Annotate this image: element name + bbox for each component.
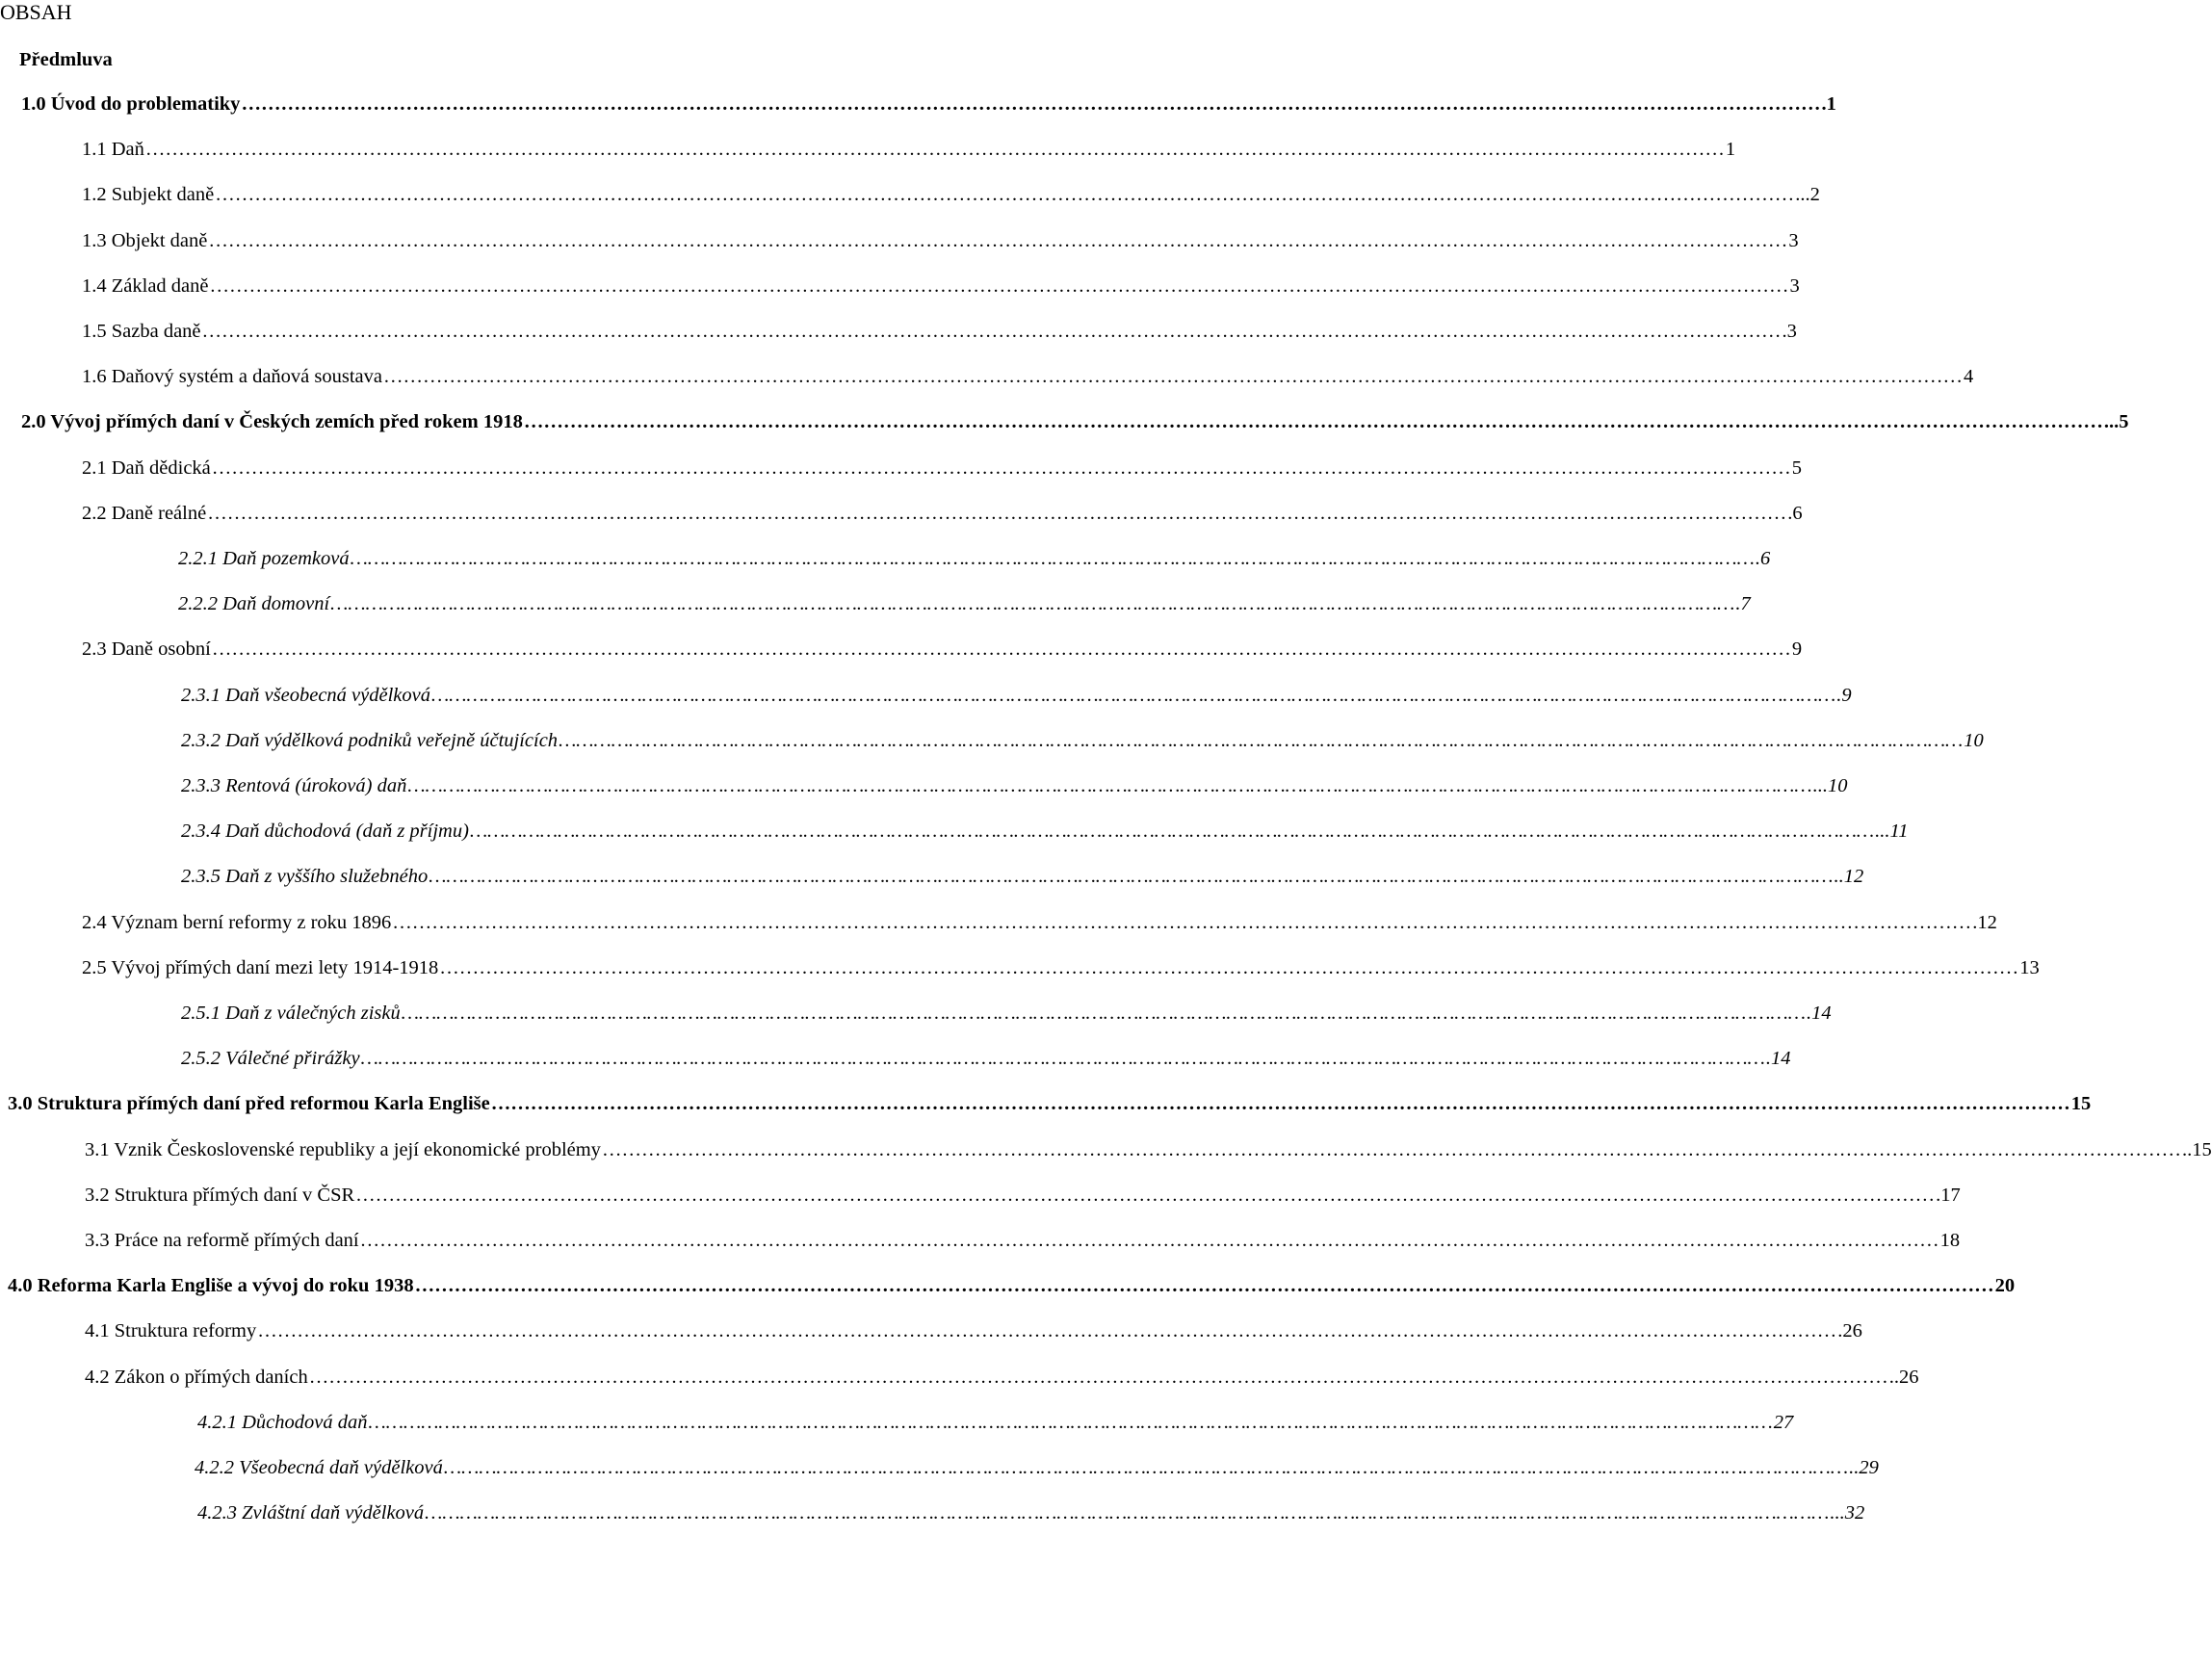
toc-entry-title: 2.1 Daň dědická bbox=[82, 457, 211, 479]
toc-entry bbox=[82, 273, 1800, 300]
toc-entry bbox=[82, 318, 1797, 345]
toc-entry bbox=[181, 1045, 1791, 1072]
toc-entry bbox=[8, 1090, 2092, 1117]
toc-entry-page: .26 bbox=[1837, 1320, 1862, 1341]
toc-entry-title: 2.3.1 Daň všeobecná výdělková bbox=[181, 685, 430, 706]
toc-entry bbox=[82, 500, 1803, 527]
toc-dot-leader: …………………………………………………………………………………………………………………………………………………………………………………………………………………… bbox=[414, 1275, 1994, 1296]
toc-entry-page: .9 bbox=[1836, 685, 1852, 706]
toc-dot-leader: …………………………………………………………………………………………………………………………………………………………………………………………………………………… bbox=[241, 93, 1821, 115]
toc-dot-leader: …………………………………………………………………………………………………………………………………………………………………………………………………………………… bbox=[443, 1457, 1849, 1478]
toc-entry-title: 1.4 Základ daně bbox=[82, 275, 209, 297]
toc-entry-title: 1.3 Objekt daně bbox=[82, 230, 208, 251]
toc-dot-leader: …………………………………………………………………………………………………………………………………………………………………………………………………………………… bbox=[355, 1185, 1936, 1206]
toc-dot-leader: …………………………………………………………………………………………………………………………………………………………………………………………………………………… bbox=[208, 230, 1788, 251]
toc-entry-title: 3.2 Struktura přímých daní v ČSR bbox=[85, 1185, 355, 1206]
toc-entry bbox=[82, 455, 1803, 482]
toc-entry-title: 2.2 Daně reálné bbox=[82, 503, 207, 524]
toc-entry-page: .17 bbox=[1936, 1185, 1961, 1206]
toc-entry bbox=[178, 545, 1771, 572]
toc-dot-leader: …………………………………………………………………………………………………………………………………………………………………………………………………………………… bbox=[359, 1230, 1939, 1251]
toc-dot-leader: …………………………………………………………………………………………………………………………………………………………………………………………………………………… bbox=[490, 1093, 2070, 1114]
toc-entry-page: ...5 bbox=[2103, 411, 2129, 432]
toc-entry-title: 2.3.5 Daň z vyššího služebného bbox=[181, 866, 429, 887]
toc-dot-leader: …………………………………………………………………………………………………………………………………………………………………………………………………………………… bbox=[469, 820, 1875, 842]
toc-dot-leader: …………………………………………………………………………………………………………………………………………………………………………………………………………………… bbox=[144, 139, 1725, 160]
toc-dot-leader: …………………………………………………………………………………………………………………………………………………………………………………………………………………… bbox=[257, 1320, 1837, 1341]
toc-entry-title: 2.5.1 Daň z válečných zisků bbox=[181, 1003, 401, 1024]
toc-entry-title: 2.3.3 Rentová (úroková) daň bbox=[181, 775, 407, 796]
toc-dot-leader: …………………………………………………………………………………………………………………………………………………………………………………………………………………… bbox=[360, 1048, 1765, 1069]
toc-entry bbox=[82, 909, 1997, 936]
toc-dot-leader: …………………………………………………………………………………………………………………………………………………………………………………………………………………… bbox=[211, 638, 1791, 660]
toc-dot-leader: …………………………………………………………………………………………………………………………………………………………………………………………………………………… bbox=[201, 321, 1782, 342]
toc-entry bbox=[195, 1454, 1879, 1481]
toc-entry-page: .7 bbox=[1735, 593, 1751, 614]
toc-entry-title: 2.5.2 Válečné přirážky bbox=[181, 1048, 360, 1069]
toc-entry-title: 4.1 Struktura reformy bbox=[85, 1320, 257, 1341]
toc-dot-leader: …………………………………………………………………………………………………………………………………………………………………………………………………………………… bbox=[559, 730, 1964, 751]
toc-entry bbox=[85, 1227, 1961, 1254]
toc-entry bbox=[8, 1272, 2016, 1299]
toc-entry bbox=[181, 1000, 1832, 1027]
toc-entry bbox=[85, 1182, 1961, 1209]
toc-dot-leader: …………………………………………………………………………………………………………………………………………………………………………………………………………………… bbox=[207, 503, 1787, 524]
toc-dot-leader: …………………………………………………………………………………………………………………………………………………………………………………………………………………… bbox=[308, 1367, 1888, 1388]
toc-entry-title: 1.0 Úvod do problematiky bbox=[21, 93, 241, 115]
toc-entry-title: 2.3.4 Daň důchodová (daň z příjmu) bbox=[181, 820, 469, 842]
toc-entry bbox=[82, 363, 1974, 390]
toc-entry-page: .6 bbox=[1755, 548, 1771, 569]
toc-dot-leader: …………………………………………………………………………………………………………………………………………………………………………………………………………………… bbox=[401, 1003, 1806, 1024]
toc-dot-leader: …………………………………………………………………………………………………………………………………………………………………………………………………………………… bbox=[425, 1502, 1830, 1524]
toc-entry-page: .1 bbox=[1821, 93, 1836, 115]
toc-entry-page: 20 bbox=[1994, 1275, 2016, 1296]
toc-entry-page: 15 bbox=[2070, 1093, 2092, 1114]
toc-dot-leader: …………………………………………………………………………………………………………………………………………………………………………………………………………………… bbox=[383, 366, 1963, 387]
toc-entry-title: 4.2.1 Důchodová daň bbox=[197, 1412, 368, 1433]
toc-dot-leader: …………………………………………………………………………………………………………………………………………………………………………………………………………………… bbox=[392, 912, 1972, 933]
toc-heading: OBSAH bbox=[0, 0, 72, 24]
toc-entry bbox=[181, 727, 1984, 754]
toc-entry-title: 2.3 Daně osobní bbox=[82, 638, 211, 660]
toc-entry-page: 27 bbox=[1773, 1412, 1794, 1433]
toc-entry-title: 3.1 Vznik Československé republiky a její ekonomické problémy bbox=[85, 1139, 601, 1160]
toc-entry bbox=[181, 818, 1909, 845]
toc-entry-title: 3.0 Struktura přímých daní před reformou Karla Engliše bbox=[8, 1093, 490, 1114]
toc-entry bbox=[197, 1409, 1794, 1436]
toc-dot-leader: …………………………………………………………………………………………………………………………………………………………………………………………………………………… bbox=[368, 1412, 1773, 1433]
toc-entry-title: 1.2 Subjekt daně bbox=[82, 184, 215, 205]
toc-entry-page: .14 bbox=[1765, 1048, 1791, 1069]
toc-dot-leader: …………………………………………………………………………………………………………………………………………………………………………………………………………………… bbox=[330, 593, 1735, 614]
toc-entry-page: .12 bbox=[1972, 912, 1997, 933]
toc-entry-page: .14 bbox=[1806, 1003, 1832, 1024]
toc-entry bbox=[82, 227, 1799, 254]
toc-entry-page: 3 bbox=[1789, 275, 1800, 297]
toc-entry-page: 1 bbox=[1725, 139, 1736, 160]
toc-entry bbox=[181, 772, 1848, 799]
toc-entry-title: 2.3.2 Daň výdělková podniků veřejně účtujících bbox=[181, 730, 559, 751]
toc-entry-title: 4.2 Zákon o přímých daních bbox=[85, 1367, 308, 1388]
toc-dot-leader: …………………………………………………………………………………………………………………………………………………………………………………………………………………… bbox=[350, 548, 1755, 569]
toc-dot-leader: …………………………………………………………………………………………………………………………………………………………………………………………………………………… bbox=[407, 775, 1812, 796]
toc-entry-page: 9 bbox=[1791, 638, 1803, 660]
toc-entry bbox=[85, 1136, 2212, 1163]
toc-entry bbox=[181, 863, 1864, 890]
toc-entry-page: .6 bbox=[1787, 503, 1803, 524]
toc-dot-leader: …………………………………………………………………………………………………………………………………………………………………………………………………………………… bbox=[601, 1139, 2181, 1160]
toc-dot-leader: …………………………………………………………………………………………………………………………………………………………………………………………………………………… bbox=[431, 685, 1836, 706]
toc-entry-title: 4.0 Reforma Karla Engliše a vývoj do roku 1938 bbox=[8, 1275, 414, 1296]
toc-entry-title: 4.2.2 Všeobecná daň výdělková bbox=[195, 1457, 443, 1478]
toc-entry-page: 5 bbox=[1791, 457, 1803, 479]
toc-entry-title: 1.5 Sazba daně bbox=[82, 321, 201, 342]
toc-entry-page: 13 bbox=[2019, 957, 2040, 978]
toc-entry bbox=[21, 91, 1836, 117]
toc-entry bbox=[82, 954, 2040, 981]
toc-entry bbox=[21, 408, 2129, 435]
toc-entry-page: ...2 bbox=[1795, 184, 1820, 205]
toc-dot-leader: …………………………………………………………………………………………………………………………………………………………………………………………………………………… bbox=[215, 184, 1795, 205]
toc-dot-leader: …………………………………………………………………………………………………………………………………………………………………………………………………………………… bbox=[429, 866, 1834, 887]
toc-entry bbox=[85, 1317, 1862, 1344]
toc-entry-page: 10 bbox=[1964, 730, 1984, 751]
toc-entry bbox=[178, 590, 1751, 617]
toc-entry bbox=[82, 636, 1803, 663]
toc-entry bbox=[181, 682, 1852, 709]
toc-entry-page: ...32 bbox=[1830, 1502, 1865, 1524]
toc-entry bbox=[82, 181, 1820, 208]
toc-foreword-label: Předmluva bbox=[19, 49, 113, 70]
toc-entry-title: 2.2.1 Daň pozemková bbox=[178, 548, 350, 569]
toc-entry-page: ...10 bbox=[1812, 775, 1848, 796]
toc-entry-page: ..15 bbox=[2181, 1139, 2212, 1160]
toc-dot-leader: …………………………………………………………………………………………………………………………………………………………………………………………………………………… bbox=[523, 411, 2103, 432]
toc-dot-leader: …………………………………………………………………………………………………………………………………………………………………………………………………………………… bbox=[439, 957, 2019, 978]
toc-foreword bbox=[19, 46, 597, 73]
toc-dot-leader: …………………………………………………………………………………………………………………………………………………………………………………………………………………… bbox=[211, 457, 1791, 479]
toc-entry-page: ...11 bbox=[1875, 820, 1909, 842]
toc-entry-page: ..29 bbox=[1849, 1457, 1879, 1478]
toc-entry-page: 3 bbox=[1788, 230, 1799, 251]
toc-entry-title: 2.5 Vývoj přímých daní mezi lety 1914-1918 bbox=[82, 957, 439, 978]
toc-entry-page: ..12 bbox=[1834, 866, 1864, 887]
toc-entry-page: 4 bbox=[1964, 366, 1974, 387]
toc-entry bbox=[82, 136, 1736, 163]
toc-entry-title: 4.2.3 Zvláštní daň výdělková bbox=[197, 1502, 425, 1524]
toc-entry-title: 2.2.2 Daň domovní bbox=[178, 593, 330, 614]
toc-entry-title: 2.0 Vývoj přímých daní v Českých zemích před rokem 1918 bbox=[21, 411, 523, 432]
toc-entry-title: 3.3 Práce na reformě přímých daní bbox=[85, 1230, 359, 1251]
toc-entry-title: 2.4 Význam berní reformy z roku 1896 bbox=[82, 912, 392, 933]
toc-entry-title: 1.6 Daňový systém a daňová soustava bbox=[82, 366, 382, 387]
toc-entry bbox=[197, 1499, 1865, 1526]
toc-entry-page: .3 bbox=[1782, 321, 1797, 342]
toc-entry-page: 18 bbox=[1939, 1230, 1961, 1251]
toc-entry-title: 1.1 Daň bbox=[82, 139, 144, 160]
toc-entry-page: ..26 bbox=[1888, 1367, 1919, 1388]
toc-dot-leader: …………………………………………………………………………………………………………………………………………………………………………………………………………………… bbox=[209, 275, 1789, 297]
toc-entry bbox=[85, 1364, 1919, 1391]
